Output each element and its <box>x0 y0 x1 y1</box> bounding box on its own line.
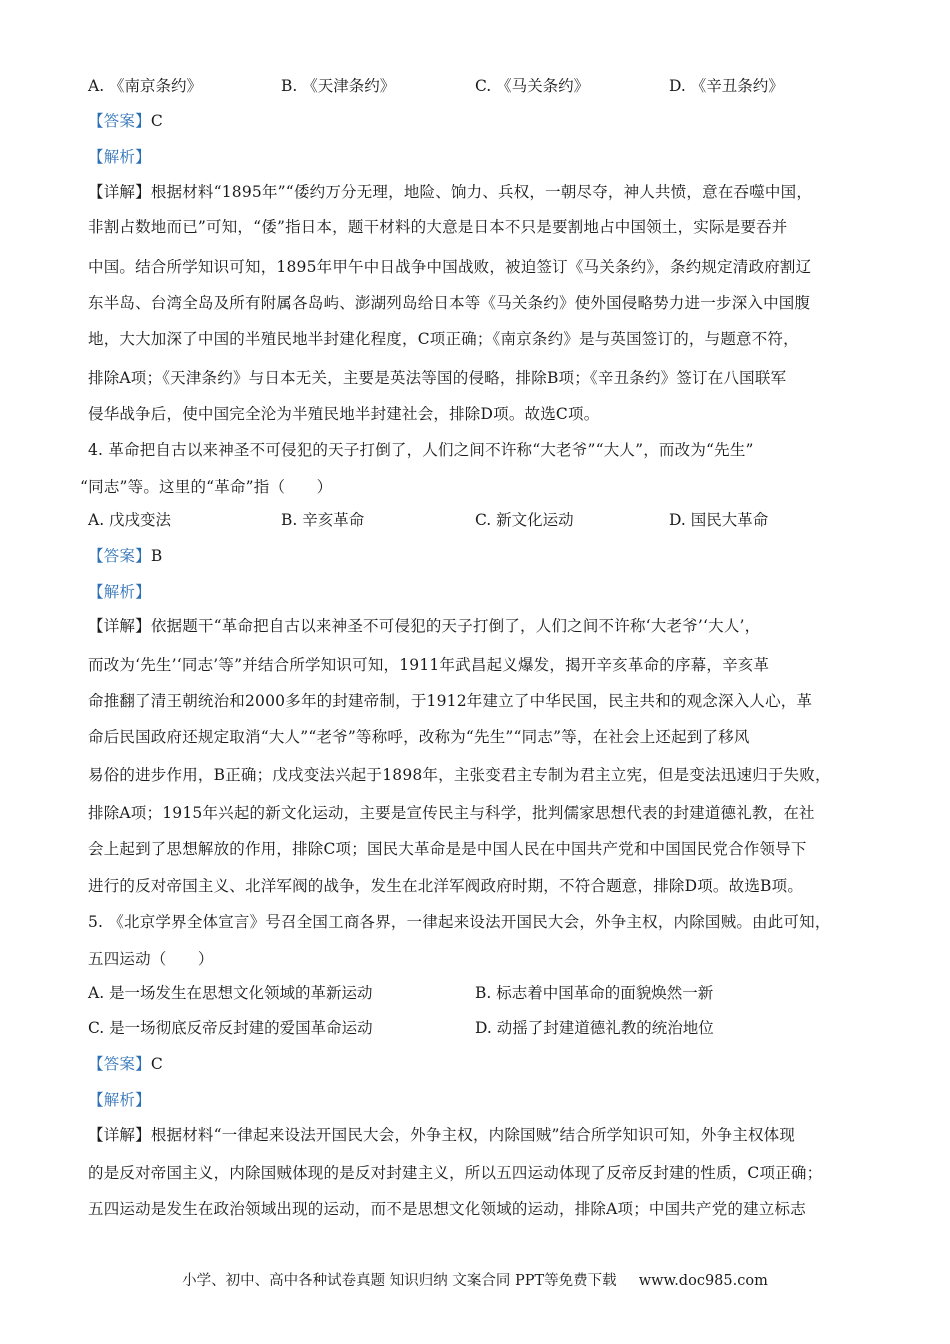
q4-option-c: C. 新文化运动 <box>475 511 574 529</box>
q5-answer <box>88 1054 868 1074</box>
q3-detail-line <box>88 182 868 202</box>
detail-label: 【详解】 <box>88 183 151 201</box>
q3-detail-line: 东半岛、台湾全岛及所有附属各岛屿、澎湖列岛给日本等《马关条约》使外国侵略势力进一步深入中国腹 <box>88 294 811 312</box>
page-footer <box>0 1269 950 1290</box>
answer-value: C <box>150 112 163 130</box>
q3-detail-line: 地，大大加深了中国的半殖民地半封建化程度，C项正确；《南京条约》是与英国签订的，与题意不符， <box>88 330 799 348</box>
answer-value: B <box>150 547 163 565</box>
q4-detail-line: 排除A项；1915年兴起的新文化运动，主要是宣传民主与科学，批判儒家思想代表的封建道德礼教，在社 <box>88 804 815 822</box>
q4-option-b: B. 辛亥革命 <box>281 511 365 529</box>
q5-option-b: B. 标志着中国革命的面貌焕然一新 <box>475 984 714 1002</box>
q3-option-d: D. 《辛丑条约》 <box>669 77 784 95</box>
q3-detail-line: 侵华战争后，使中国完全沦为半殖民地半封建社会，排除D项。故选C项。 <box>88 405 600 423</box>
q3-analysis-label: 【解析】 <box>88 148 151 166</box>
q3-option-b: B. 《天津条约》 <box>281 77 396 95</box>
q4-option-a: A. 戊戌变法 <box>88 511 172 529</box>
q5-detail-line <box>88 1125 868 1145</box>
q4-answer <box>88 546 868 566</box>
answer-value: C <box>150 1055 163 1073</box>
detail-text: 根据材料“1895年”“倭约万分无理，地险、饷力、兵权，一朝尽夺，神人共愤，意在吞噬中国， <box>150 183 813 201</box>
q4-detail-line: 易俗的进步作用，B正确；戊戌变法兴起于1898年，主张变君主专制为君主立宪，但是变法迅速归于失败， <box>88 766 831 784</box>
q5-option-c: C. 是一场彻底反帝反封建的爱国革命运动 <box>88 1019 373 1037</box>
q3-detail-line: 排除A项；《天津条约》与日本无关，主要是英法等国的侵略，排除B项；《辛丑条约》签订在八国联军 <box>88 369 787 387</box>
detail-text: 依据题干“革命把自古以来神圣不可侵犯的天子打倒了，人们之间不许称‘大老爷’‘大人’， <box>150 617 761 635</box>
q4-detail-line: 命推翻了清王朝统治和2000多年的封建帝制，于1912年建立了中华民国，民主共和的观念深入人心，革 <box>88 692 813 710</box>
q5-analysis-label: 【解析】 <box>88 1091 151 1109</box>
q4-detail-line: 而改为‘先生’‘同志’等”并结合所学知识可知，1911年武昌起义爆发，揭开辛亥革命的序幕，辛亥革 <box>88 656 770 674</box>
q3-option-c: C. 《马关条约》 <box>475 77 590 95</box>
q3-detail-line: 中国。结合所学知识可知，1895年甲午中日战争中国战败，被迫签订《马关条约》，条约规定清政府割辽 <box>88 258 812 276</box>
detail-label: 【详解】 <box>88 617 151 635</box>
q4-detail-line: 会上起到了思想解放的作用，排除C项；国民大革命是是中国人民在中国共产党和中国国民党合作领导下 <box>88 840 807 858</box>
answer-label: 【答案】 <box>88 547 151 565</box>
q4-analysis-label: 【解析】 <box>88 583 151 601</box>
answer-label: 【答案】 <box>88 112 151 130</box>
q5-detail-line: 的是反对帝国主义，内除国贼体现的是反对封建主义，所以五四运动体现了反帝反封建的性质，C项正确； <box>88 1164 823 1182</box>
q4-option-d: D. 国民大革命 <box>669 511 769 529</box>
footer-url[interactable]: www.doc985.com <box>638 1273 768 1289</box>
detail-text: 根据材料“一律起来设法开国民大会，外争主权，内除国贼”结合所学知识可知，外争主权体现 <box>150 1126 796 1144</box>
q4-stem-line: “同志”等。这里的“革命”指（ ） <box>80 478 333 496</box>
q4-detail-line: 进行的反对帝国主义、北洋军阀的战争，发生在北洋军阀政府时期，不符合题意，排除D项。故选B项。 <box>88 877 804 895</box>
q5-stem-line: 五四运动（ ） <box>88 950 214 968</box>
q3-answer <box>88 111 868 131</box>
detail-label: 【详解】 <box>88 1126 151 1144</box>
q5-option-a: A. 是一场发生在思想文化领域的革新运动 <box>88 984 373 1002</box>
q5-detail-line: 五四运动是发生在政治领域出现的运动，而不是思想文化领域的运动，排除A项；中国共产党的建立标志 <box>88 1200 806 1218</box>
answer-label: 【答案】 <box>88 1055 151 1073</box>
q3-detail-line: 非割占数地而已”可知，“倭”指日本，题干材料的大意是日本不只是要割地占中国领土，实际是要吞并 <box>88 218 788 236</box>
q3-option-a: A. 《南京条约》 <box>88 77 203 95</box>
q5-option-d: D. 动摇了封建道德礼教的统治地位 <box>475 1019 714 1037</box>
q4-detail-line: 命后民国政府还规定取消“大人”“老爷”等称呼，改称为“先生”“同志”等，在社会上还起到了移风 <box>88 728 750 746</box>
footer-text: 小学、初中、高中各种试卷真题 知识归纳 文案合同 PPT等免费下载 <box>182 1273 617 1289</box>
q4-detail-line <box>88 616 868 636</box>
q4-stem-line: 4. 革命把自古以来神圣不可侵犯的天子打倒了，人们之间不许称“大老爷”“大人”，而改为“先生” <box>88 441 754 459</box>
q5-stem-line: 5. 《北京学界全体宣言》号召全国工商各界，一律起来设法开国民大会，外争主权，内除国贼。由此可知， <box>88 913 831 931</box>
